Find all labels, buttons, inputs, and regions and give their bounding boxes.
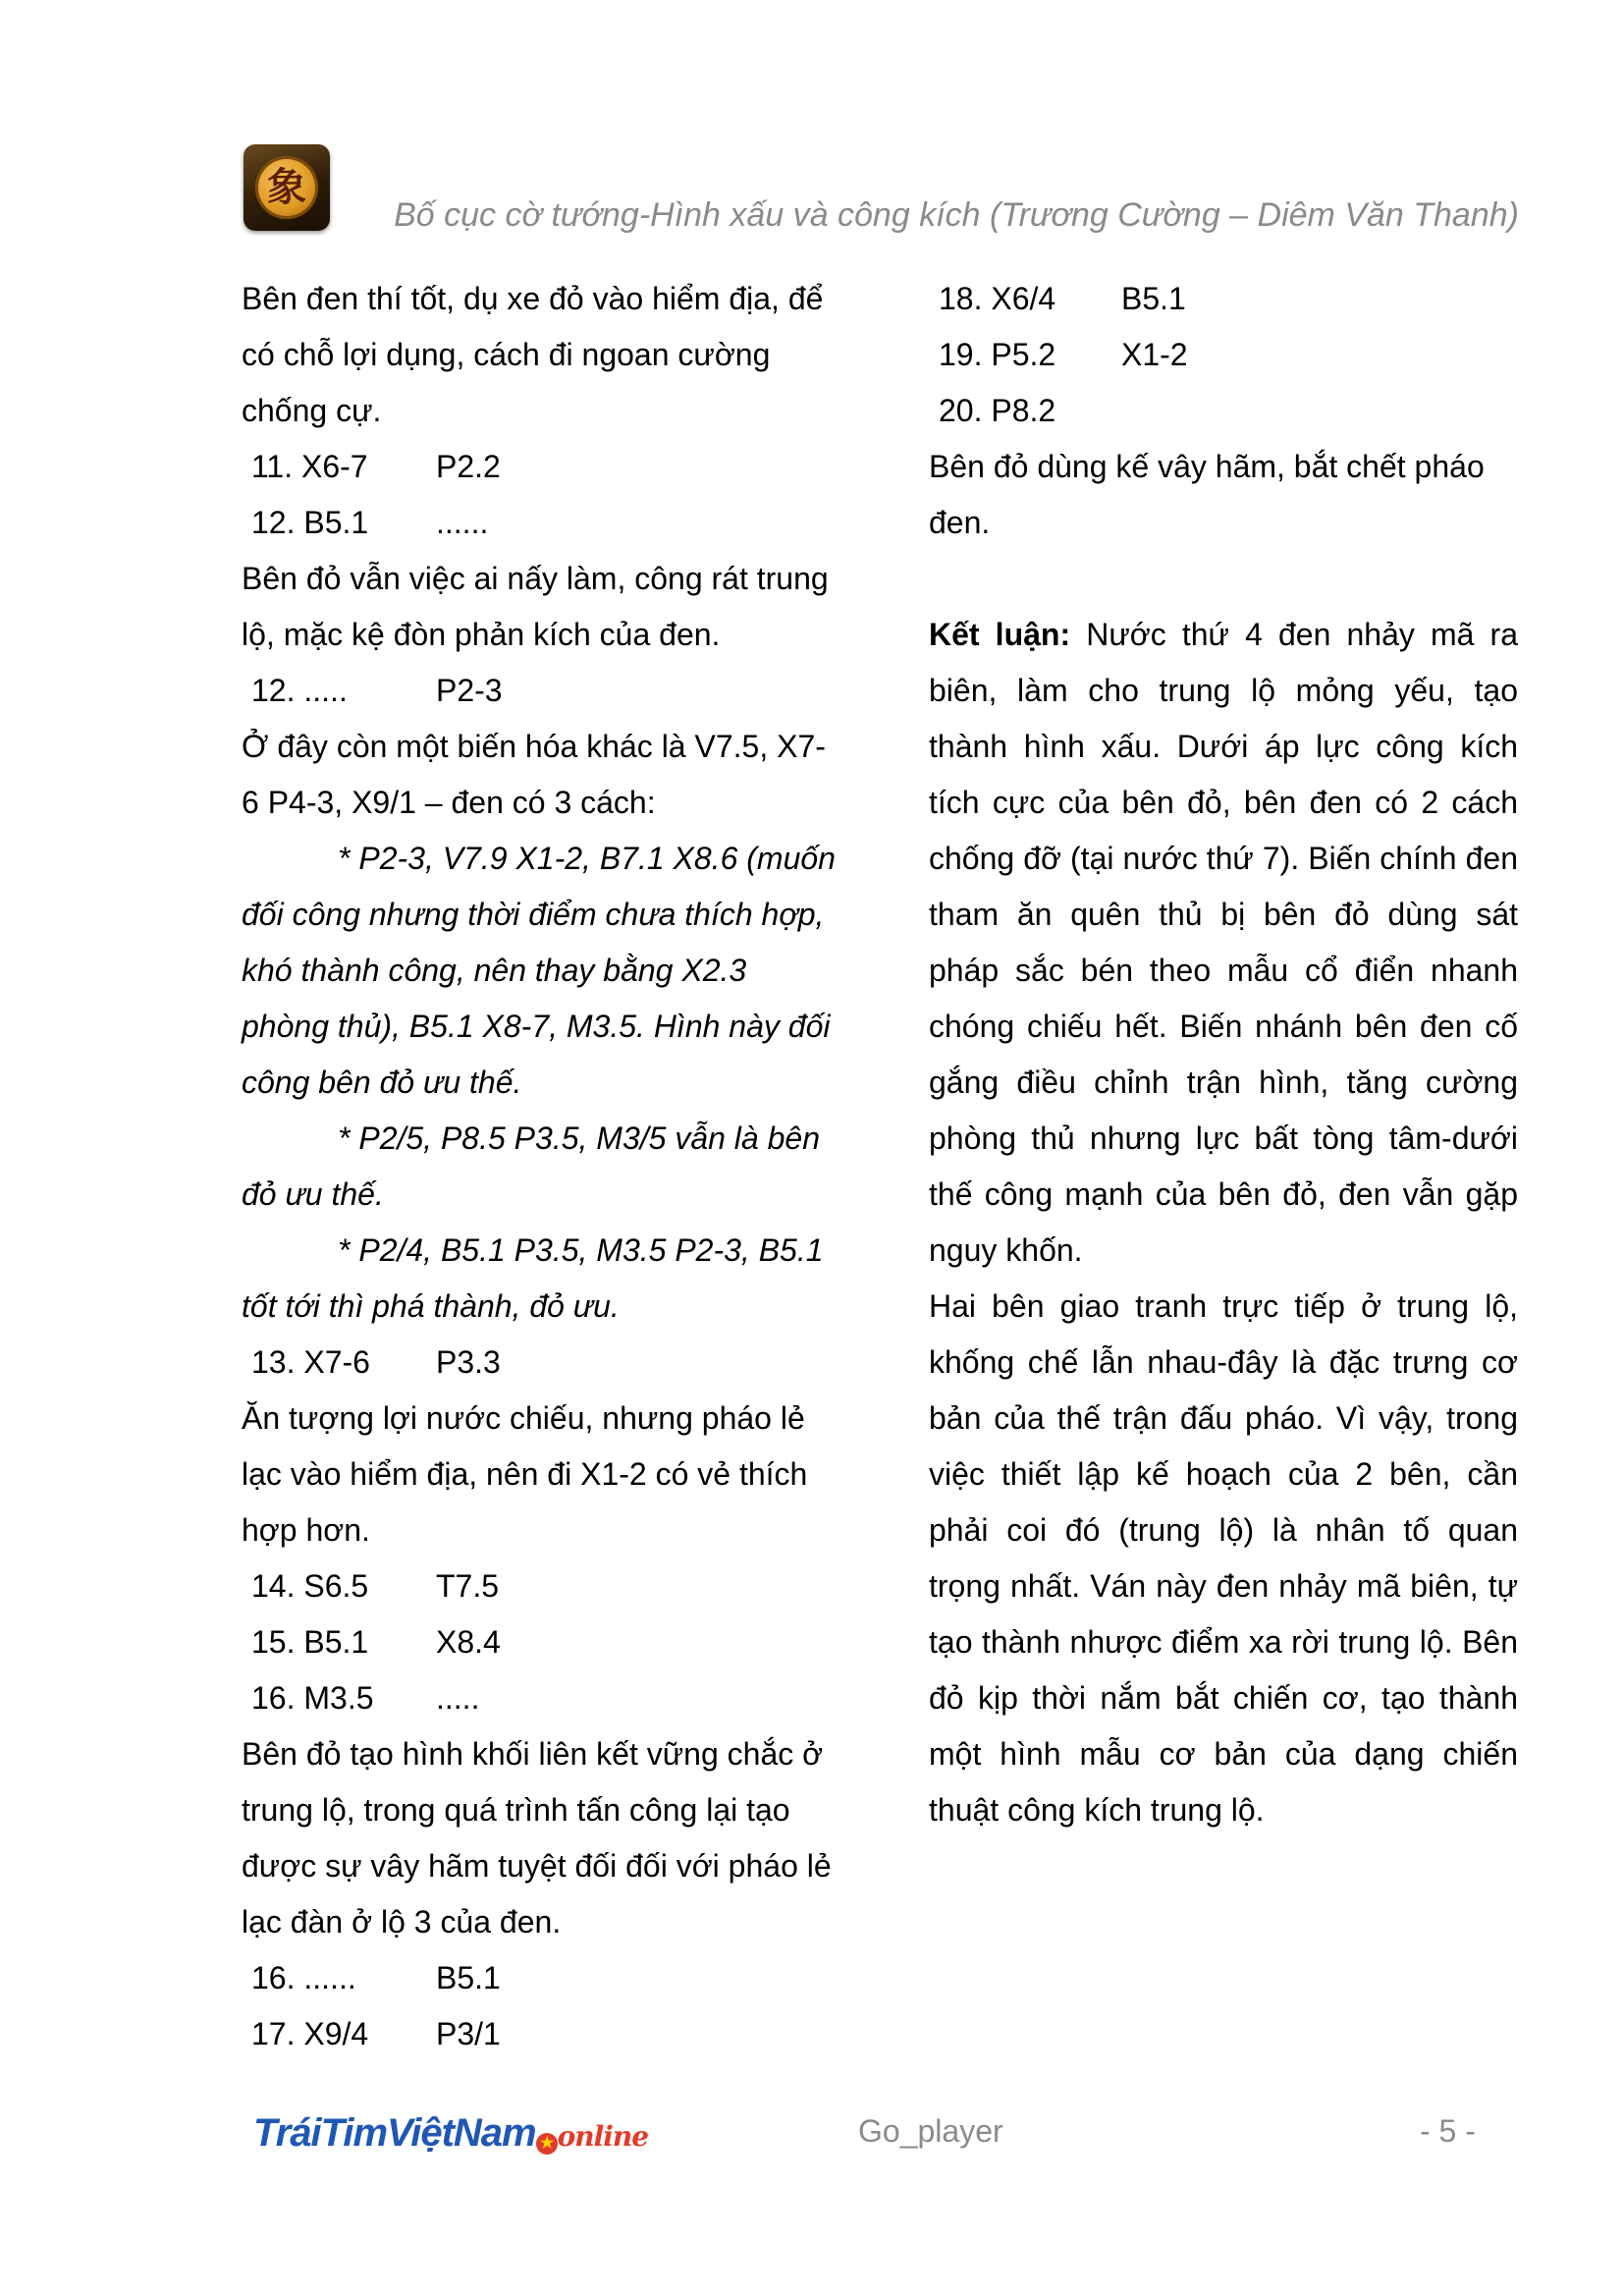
header-title: Bố cục cờ tướng-Hình xấu và công kích (Trương Cường – Diêm Văn Thanh) [394,196,1519,234]
paragraph: Bên đen thí tốt, dụ xe đỏ vào hiểm địa, để có chỗ lợi dụng, cách đi ngoan cường chống cự. [242,281,824,428]
page-number: - 5 - [1420,2113,1476,2149]
paragraph: Hai bên giao tranh trực tiếp ở trung lộ, khống chế lẫn nhau-đây là đặc trưng cơ bản của thế trận đấu pháo. Vì vậy, trong việc thiết lập kế hoạch của 2 bên, cần phải coi đó (trung lộ) là nhân tố quan trọng nhất. Ván này đen nhảy mã biên, tự tạo thành nhược điểm xa rời trung lộ. Bên đỏ kịp thời nắm bắt chiến cơ, tạo thành một hình mẫu cơ bản của dạng chiến thuật công kích trung lộ. [929,1288,1518,1828]
xiangqi-piece-icon [255,156,318,219]
move-row: 11. X6-7 P2.2 [251,449,501,484]
variation-3: * P2/4, B5.1 P3.5, M3.5 P2-3, B5.1 tốt tới thì phá thành, đỏ ưu. [242,1232,824,1324]
paragraph: Bên đỏ tạo hình khối liên kết vững chắc ở trung lộ, trong quá trình tấn công lại tạo được sự vây hãm tuyệt đối đối với pháo lẻ lạc đàn ở lộ 3 của đen. [242,1736,832,1940]
left-column [242,271,842,2062]
paragraph: Bên đỏ vẫn việc ai nấy làm, công rát trung lộ, mặc kệ đòn phản kích của đen. [242,561,829,652]
move-row: 17. X9/4 P3/1 [251,2016,501,2051]
conclusion-label: Kết luận: [929,617,1071,652]
move-row: 12. B5.1 ...... [251,505,489,540]
paragraph: Ăn tượng lợi nước chiếu, nhưng pháo lẻ lạc vào hiểm địa, nên đi X1-2 có vẻ thích hợp hơn. [242,1400,808,1548]
move-row: 12. ..... P2-3 [251,673,503,708]
spacer [929,551,1518,607]
right-column [929,271,1518,1838]
move-row: 18. X6/4 B5.1 [939,281,1186,316]
xiangqi-logo [243,144,330,231]
paragraph: Ở đây còn một biến hóa khác là V7.5, X7-6 P4-3, X9/1 – đen có 3 cách: [242,729,826,820]
variation-2: * P2/5, P8.5 P3.5, M3/5 vẫn là bên đỏ ưu thế. [242,1121,820,1212]
conclusion-text: Nước thứ 4 đen nhảy mã ra biên, làm cho trung lộ mỏng yếu, tạo thành hình xấu. Dưới áp lực công kích tích cực của bên đỏ, bên đen có 2 cách chống đỡ (tại nước thứ 7). Biến chính đen tham ăn quên thủ bị bên đỏ dùng sát pháp sắc bén theo mẫu cổ điển nhanh chóng chiếu hết. Biến nhánh bên đen cố gắng điều chỉnh trận hình, tăng cường phòng thủ nhưng lực bất tòng tâm-dưới thế công mạnh của bên đỏ, đen vẫn gặp nguy khốn. [929,617,1519,1268]
move-row: 13. X7-6 P3.3 [251,1344,501,1380]
traitimvietnam-logo: TráiTimViệtNam ★ online [253,2111,649,2155]
move-row: 20. P8.2 [939,393,1056,428]
logo-glyph: 象 [267,164,306,210]
conclusion-paragraph [929,607,1518,1279]
move-row: 16. M3.5 ..... [251,1680,480,1716]
variation-1: * P2-3, V7.9 X1-2, B7.1 X8.6 (muốn đối công nhưng thời điểm chưa thích hợp, khó thành công, nên thay bằng X2.3 phòng thủ), B5.1 X8-7, M3.5. Hình này đối công bên đỏ ưu thế. [242,841,836,1100]
paragraph: Bên đỏ dùng kế vây hãm, bắt chết pháo đen. [929,449,1485,540]
footer-author: Go_player [858,2113,1003,2149]
move-row: 19. P5.2 X1-2 [939,337,1188,372]
move-row: 16. ...... B5.1 [251,1960,501,1995]
heart-star-icon: ★ [536,2133,558,2155]
move-row: 14. S6.5 T7.5 [251,1568,500,1604]
move-row: 15. B5.1 X8.4 [251,1624,501,1660]
